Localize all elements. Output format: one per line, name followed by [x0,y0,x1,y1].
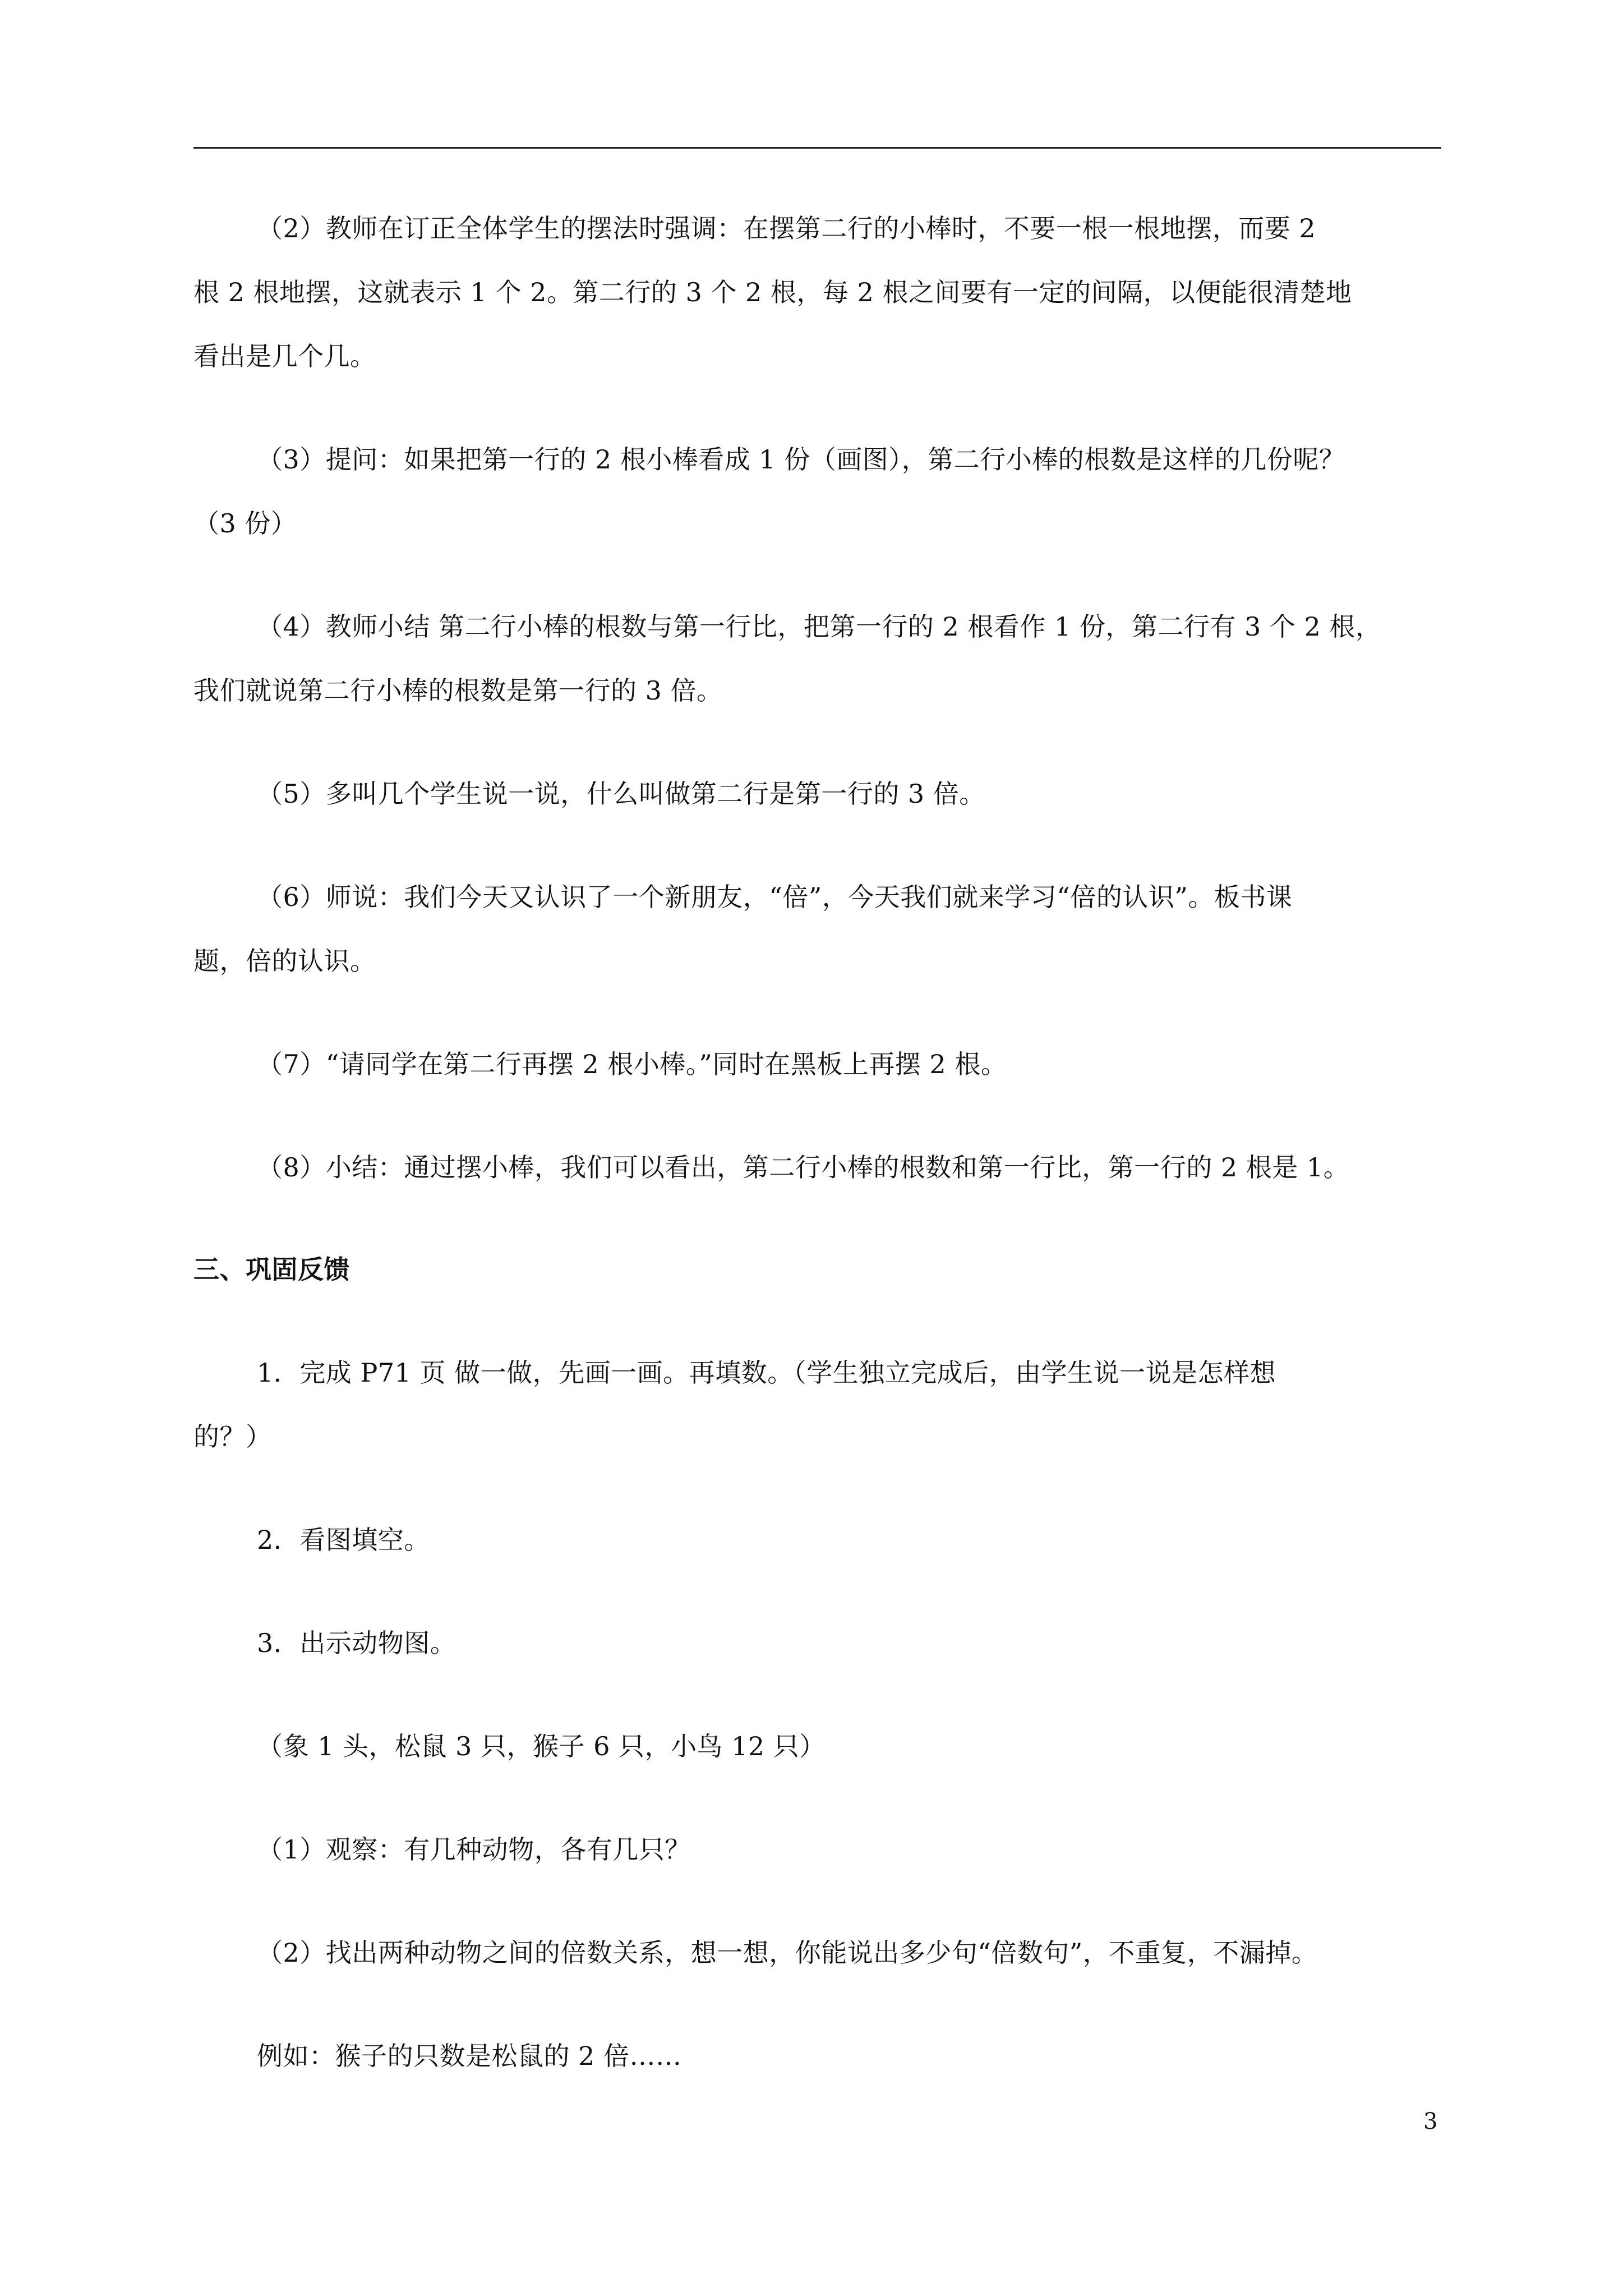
item-3-line-1: 3．出示动物图。 [257,1628,457,1658]
paragraph-2-line-1: （2）教师在订正全体学生的摆法时强调：在摆第二行的小棒时，不要一根一根地摆，而要 2 [257,213,1316,243]
item-2-line-1: 2．看图填空。 [257,1525,430,1555]
paragraph-6-line-2: 题，倍的认识。 [193,946,376,976]
sub-2-line-1: （2）找出两种动物之间的倍数关系，想一想，你能说出多少句“倍数句”，不重复，不漏掉。 [257,1938,1318,1968]
animal-counts-line: （象 1 头，松鼠 3 只，猴子 6 只，小鸟 12 只） [257,1731,826,1761]
paragraph-2-line-2: 根 2 根地摆，这就表示 1 个 2。第二行的 3 个 2 根，每 2 根之间要有一定的间隔，以便能很清楚地 [193,277,1352,307]
paragraph-5-line-1: （5）多叫几个学生说一说，什么叫做第二行是第一行的 3 倍。 [257,779,985,809]
paragraph-4-line-2: 我们就说第二行小棒的根数是第一行的 3 倍。 [193,675,723,706]
section-heading: 三、巩固反馈 [193,1254,350,1285]
page-number: 3 [1423,2109,1438,2134]
example-line: 例如：猴子的只数是松鼠的 2 倍…… [257,2041,682,2071]
item-1-line-2: 的？） [193,1421,272,1452]
item-1-line-1: 1．完成 P71 页 做一做，先画一画。再填数。（学生独立完成后，由学生说一说是怎样想 [257,1358,1276,1388]
paragraph-6-line-1: （6）师说：我们今天又认识了一个新朋友，“倍”，今天我们就来学习“倍的认识”。板书课 [257,882,1293,912]
paragraph-2-line-3: 看出是几个几。 [193,341,376,371]
paragraph-8-line-1: （8）小结：通过摆小棒，我们可以看出，第二行小棒的根数和第一行比，第一行的 2 根是 1。 [257,1152,1350,1182]
paragraph-3-line-2: （3 份） [193,508,297,539]
paragraph-4-line-1: （4）教师小结 第二行小棒的根数与第一行比，把第一行的 2 根看作 1 份，第二行有 3 个 2 根， [257,611,1382,642]
paragraph-3-line-1: （3）提问：如果把第一行的 2 根小棒看成 1 份（画图），第二行小棒的根数是这样的几份呢？ [257,444,1345,475]
sub-1-line-1: （1）观察：有几种动物，各有几只？ [257,1834,691,1865]
paragraph-7-line-1: （7）“请同学在第二行再摆 2 根小棒。”同时在黑板上再摆 2 根。 [257,1049,1007,1079]
header-rule [193,147,1441,149]
